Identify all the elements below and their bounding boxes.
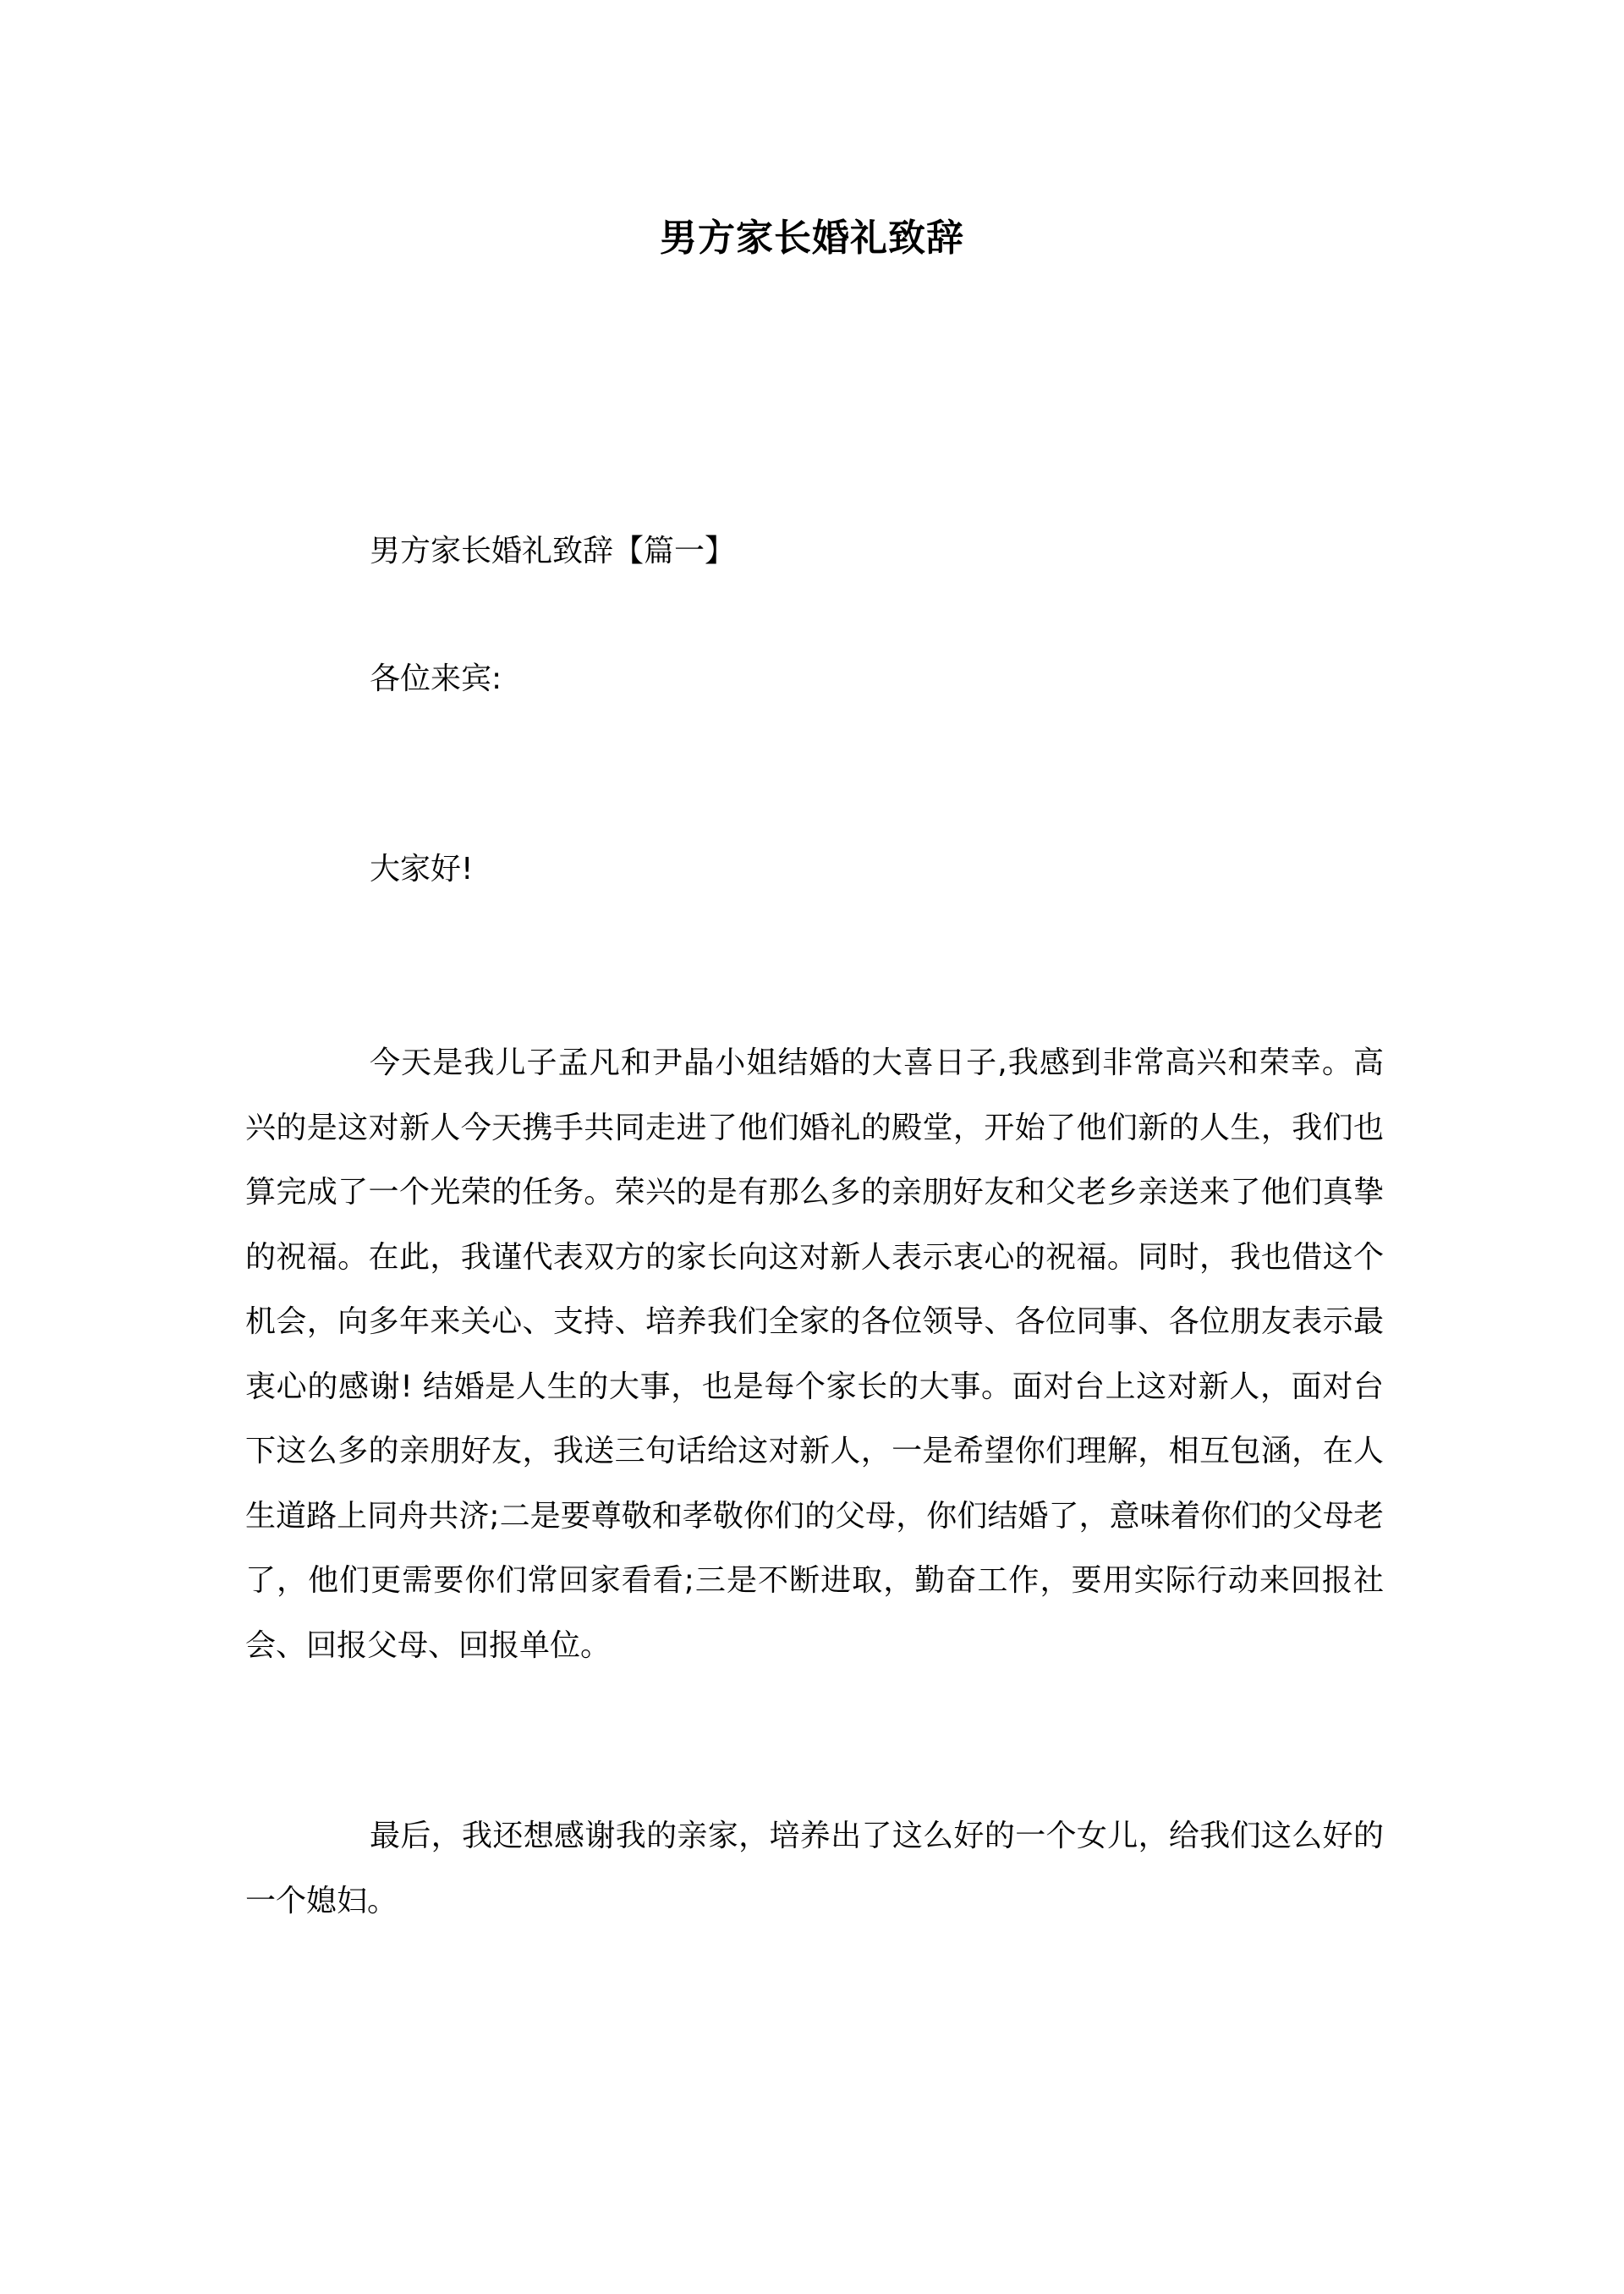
- section-heading: 男方家长婚礼致辞【篇一】: [370, 534, 736, 568]
- closing-paragraph: 最后，我还想感谢我的亲家，培养出了这么好的一个女儿，给我们这么好的一个媳妇。: [245, 1819, 1384, 1918]
- greeting-line: 大家好!: [370, 852, 474, 886]
- document-title: 男方家长婚礼致辞: [660, 217, 964, 260]
- salutation: 各位来宾:: [370, 661, 502, 696]
- body-paragraph: 今天是我儿子孟凡和尹晶小姐结婚的大喜日子,我感到非常高兴和荣幸。高兴的是这对新人今天携手共同走进了他们婚礼的殿堂，开始了他们新的人生，我们也算完成了一个光荣的任务。荣兴的是有那么多的亲朋好友和父老乡亲送来了他们真挚的祝福。在此，我谨代表双方的家长向这对新人表示衷心的祝福。同时，我也借这个机会，向多年来关心、支持、培养我们全家的各位领导、各位同事、各位朋友表示最衷心的感谢! 结婚是人生的大事，也是每个家长的大事。面对台上这对新人，面对台下这么多的亲朋好友，我送三句话给这对新人，一是希望你们理解，相互包涵，在人生道路上同舟共济;二是要尊敬和孝敬你们的父母，你们结婚了，意味着你们的父母老了，他们更需要你们常回家看看;三是不断进取，勤奋工作，要用实际行动来回报社会、回报父母、回报单位。: [245, 1045, 1384, 1663]
